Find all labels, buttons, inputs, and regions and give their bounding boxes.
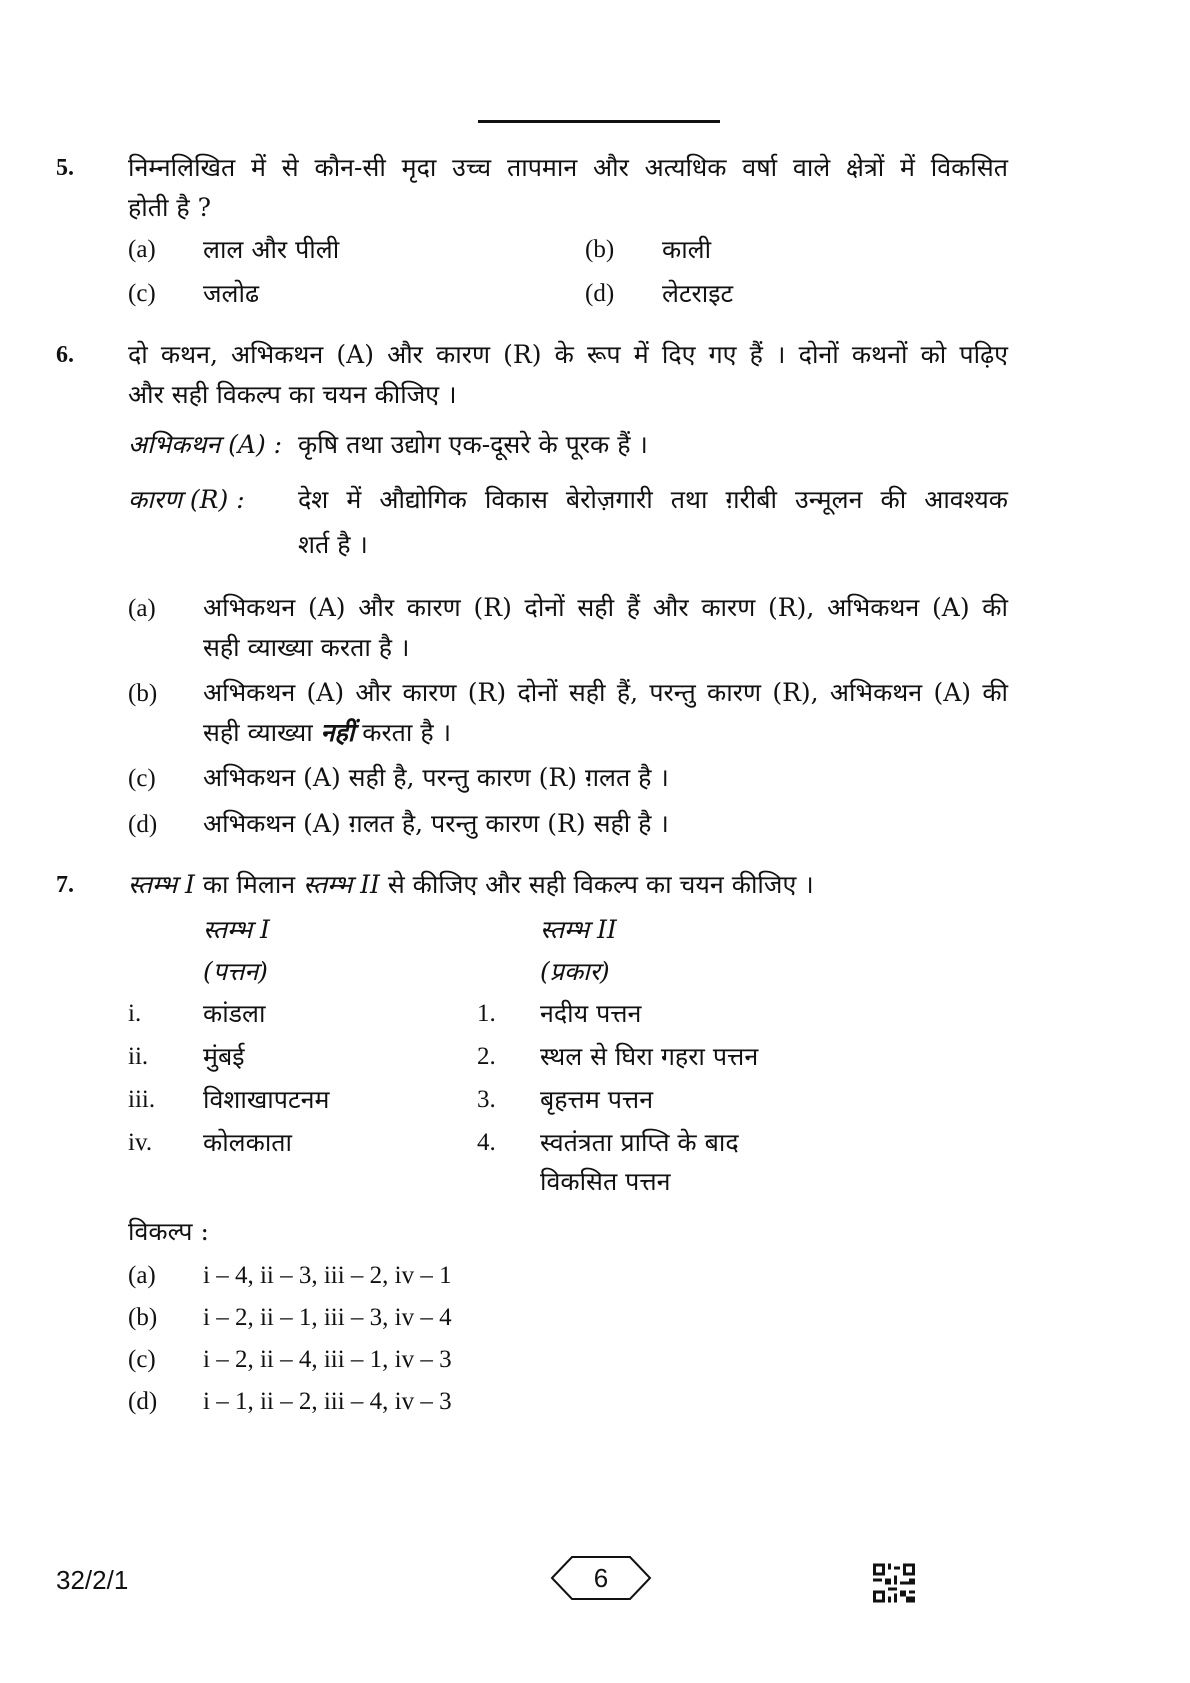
q7-options-heading: विकल्प : [128, 1217, 209, 1246]
q7-text-end: से कीजिए और सही विकल्प का चयन कीजिए । [379, 870, 814, 899]
q6-option-b-line2-post: करता है । [354, 718, 452, 747]
q5-text-line2: होती है ? [128, 193, 212, 222]
q7-col2-item-2: स्थल से घिरा गहरा पत्तन [540, 1042, 759, 1071]
q5-option-a[interactable]: लाल और पीली [203, 235, 340, 264]
q7-option-d[interactable]: i – 1, ii – 2, iii – 4, iv – 3 [203, 1388, 452, 1415]
q6-option-c-label: (c) [128, 765, 156, 792]
page-number-badge [550, 1555, 652, 1601]
q6-assertion-label: अभिकथन (A) : [128, 430, 283, 459]
q7-col2-item-3: बृहत्तम पत्तन [540, 1085, 654, 1114]
q6-option-c[interactable]: अभिकथन (A) सही है, परन्तु कारण (R) ग़लत है । [203, 763, 669, 792]
q7-number: 7. [56, 872, 74, 898]
q7-text-mid: का मिलान [194, 870, 304, 899]
q6-option-a-line2: सही व्याख्या करता है । [203, 633, 410, 662]
q6-reason-line2: शर्त है । [298, 530, 368, 559]
q5-option-c[interactable]: जलोढ [203, 279, 260, 308]
q6-option-b-label: (b) [128, 680, 158, 707]
q6-option-b-line2 [203, 713, 1008, 753]
q7-option-d-label: (d) [128, 1388, 158, 1415]
q5-option-a-label: (a) [128, 236, 156, 263]
q6-option-a[interactable] [203, 588, 1008, 668]
q7-col2-num-1: 1. [477, 1000, 496, 1027]
q6-option-a-label: (a) [128, 595, 156, 622]
q7-col1-item-4: कोलकाता [203, 1128, 293, 1157]
q6-reason-label: कारण (R) : [128, 485, 245, 514]
q6-option-b-emphasis: नहीं [320, 718, 355, 747]
q7-col2-item-1: नदीय पत्तन [540, 999, 642, 1028]
q6-number: 6. [56, 342, 74, 368]
q6-reason-line1: देश में औद्योगिक विकास बेरोज़गारी तथा ग़रीबी उन्मूलन की आवश्यक [298, 485, 1008, 514]
qr-code-icon [873, 1563, 915, 1603]
q5-option-b[interactable]: काली [662, 235, 712, 264]
q6-option-d[interactable]: अभिकथन (A) ग़लत है, परन्तु कारण (R) सही है । [203, 809, 669, 838]
q7-option-a-label: (a) [128, 1262, 156, 1289]
q7-col1-heading: स्तम्भ I [203, 915, 270, 944]
q7-option-c-label: (c) [128, 1346, 156, 1373]
q6-option-b-line2-pre: सही व्याख्या [203, 718, 321, 747]
q7-col2-sub: (प्रकार) [540, 957, 610, 986]
q7-text-col1: स्तम्भ I [128, 870, 195, 899]
page-number: 6 [593, 1563, 609, 1593]
q7-col1-item-1: कांडला [203, 999, 266, 1028]
q7-col2-item-4-line1: स्वतंत्रता प्राप्ति के बाद [540, 1128, 739, 1157]
q5-text-line1: निम्नलिखित में से कौन-सी मृदा उच्च तापमान और अत्यधिक वर्षा वाले क्षेत्रों में विकसित [128, 153, 1008, 182]
q7-col2-item-4-line2: विकसित पत्तन [540, 1167, 671, 1196]
q5-option-c-label: (c) [128, 280, 156, 307]
q6-assertion-text: कृषि तथा उद्योग एक-दूसरे के पूरक हैं । [298, 430, 648, 459]
q7-col2-num-2: 2. [477, 1043, 496, 1070]
q6-text-line2: और सही विकल्प का चयन कीजिए । [128, 380, 457, 409]
q7-col1-num-1: i. [128, 1000, 142, 1027]
paper-code: 32/2/1 [56, 1565, 129, 1595]
q7-option-b-label: (b) [128, 1304, 158, 1331]
q6-text-line1: दो कथन, अभिकथन (A) और कारण (R) के रूप में दिए गए हैं । दोनों कथनों को पढ़िए [128, 340, 1008, 369]
q7-option-b[interactable]: i – 2, ii – 1, iii – 3, iv – 4 [203, 1304, 452, 1331]
q7-text-col2: स्तम्भ II [303, 870, 380, 899]
q7-col1-item-3: विशाखापटनम [203, 1085, 330, 1114]
q7-text [128, 865, 814, 905]
q5-option-d[interactable]: लेटराइट [662, 279, 734, 308]
q7-col2-num-4: 4. [477, 1129, 496, 1156]
q6-option-a-line1: अभिकथन (A) और कारण (R) दोनों सही हैं और कारण (R), अभिकथन (A) की [203, 593, 1008, 622]
q7-col1-sub: (पत्तन) [203, 957, 268, 986]
q7-col1-num-4: iv. [128, 1129, 153, 1156]
q7-col2-num-3: 3. [477, 1086, 496, 1113]
q6-option-b[interactable] [203, 673, 1008, 753]
q5-option-b-label: (b) [585, 236, 615, 263]
q5-option-d-label: (d) [585, 280, 615, 307]
q6-option-d-label: (d) [128, 811, 158, 838]
q6-option-b-line1: अभिकथन (A) और कारण (R) दोनों सही हैं, परन्तु कारण (R), अभिकथन (A) की [203, 678, 1008, 707]
q7-option-c[interactable]: i – 2, ii – 4, iii – 1, iv – 3 [203, 1346, 452, 1373]
q7-option-a[interactable]: i – 4, ii – 3, iii – 2, iv – 1 [203, 1262, 452, 1289]
q5-number: 5. [56, 155, 74, 181]
q7-col1-item-2: मुंबई [203, 1042, 245, 1071]
q7-col1-num-3: iii. [128, 1086, 156, 1113]
top-divider [478, 120, 720, 123]
q7-col2-heading: स्तम्भ II [540, 915, 617, 944]
q7-col1-num-2: ii. [128, 1043, 149, 1070]
